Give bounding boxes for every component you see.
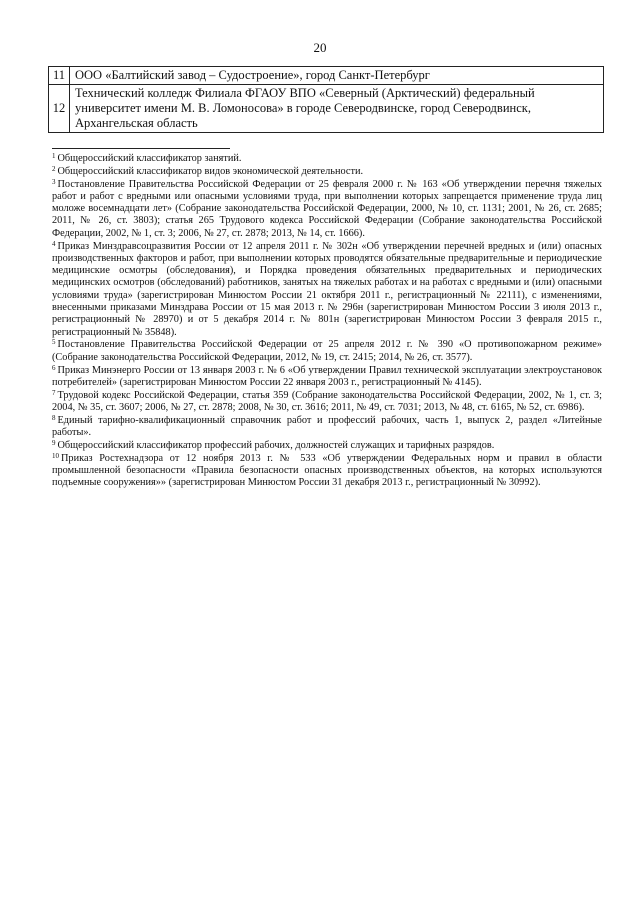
row-organization: Технический колледж Филиала ФГАОУ ВПО «Северный (Арктический) федеральный университет имени М. В. Ломоносова» в городе Северодвинске, город Северодвинск, Архангельская область <box>70 85 604 133</box>
footnote-text: Постановление Правительства Российской Федерации от 25 февраля 2000 г. № 163 «Об утверждении перечня тяжелых работ и работ с вредными или опасными условиями труда, при выполнении которых запрещается применение труда лиц моложе восемнадцати лет» (Собрание законодательства Российской Федерации, 2000, № 10, ст. 1131; 2001, № 26, ст. 2685; 2011, № 26, ст. 3803); статья 265 Трудового кодекса Российской Федерации (Собрание законодательства Российской Федерации, 2002, № 1, ст. 3; 2006, № 27, ст. 2878; 2013, № 14, ст. 1666). <box>52 178 602 239</box>
footnote-text: Трудовой кодекс Российской Федерации, статья 359 (Собрание законодательства Российской Федерации, 2002, № 1, ст. 3; 2004, № 35, ст. 3607; 2006, № 27, ст. 2878; 2008, № 30, ст. 3616; 2011, № 49, ст. 7031; 2013, № 48, ст. 6165, № 52, ст. 6986). <box>52 389 602 413</box>
footnote <box>52 166 602 178</box>
footnote <box>52 241 602 339</box>
row-organization: ООО «Балтийский завод – Судостроение», город Санкт-Петербург <box>70 67 604 85</box>
footnote-mark: 7 <box>52 388 56 397</box>
footnote-mark: 10 <box>52 451 59 460</box>
row-number: 12 <box>49 85 70 133</box>
footnote-text: Общероссийский классификатор занятий. <box>57 153 242 164</box>
footnote <box>52 365 602 390</box>
footnote-text: Общероссийский классификатор видов экономической деятельности. <box>57 165 364 177</box>
row-number: 11 <box>49 67 70 85</box>
footnote-mark: 9 <box>52 438 56 447</box>
footnote <box>52 415 602 440</box>
footnote-text: Приказ Минздравсоцразвития России от 12 апреля 2011 г. № 302н «Об утверждении перечней вредных и (или) опасных производственных факторов и работ, при выполнении которых проводятся обязательные предварительные и периодические медицинские осмотры (обследования), и Порядка проведения обязательных предварительных и периодических медицинских осмотров (обследований) работников, занятых на тяжелых работах и на работах с вредными и (или) опасными условиями труда» (зарегистрирован Минюстом России 21 октября 2011 г., регистрационный № 22111), с изменениями, внесенными приказами Минздрава России от 15 мая 2013 г. № 296н (зарегистрирован Минюстом России 3 июля 2013 г., регистрационный № 28970) и от 5 декабря 2014 г. № 801н (зарегистрирован Минюстом России 3 февраля 2015 г., регистрационный № 35848). <box>52 240 602 338</box>
footnote-mark: 2 <box>52 164 56 173</box>
footnote-mark: 3 <box>52 177 56 186</box>
organizations-table <box>48 66 604 133</box>
footnote <box>52 440 602 452</box>
footnote-separator <box>52 148 230 149</box>
footnote <box>52 453 602 490</box>
footnote <box>52 153 602 165</box>
footnote-text: Приказ Ростехнадзора от 12 ноября 2013 г. № 533 «Об утверждении Федеральных норм и правил в области промышленной безопасности «Правила безопасности опасных производственных объектов, на которых используются подъемные сооружения»» (зарегистрирован Минюстом России 31 декабря 2013 г., регистрационный № 30992). <box>52 452 602 489</box>
footnote-text: Общероссийский классификатор профессий рабочих, должностей служащих и тарифных разрядов. <box>57 439 495 451</box>
footnote-mark: 8 <box>52 413 56 422</box>
footnote-text: Постановление Правительства Российской Федерации от 25 апреля 2012 г. № 390 «О противопожарном режиме» (Собрание законодательства Российской Федерации, 2012, № 19, ст. 2415; 2014, № 26, ст. 3577). <box>52 339 602 363</box>
footnote <box>52 339 602 364</box>
footnote-text: Приказ Минэнерго России от 13 января 2003 г. № 6 «Об утверждении Правил технической эксплуатации электроустановок потребителей» (зарегистрирован Минюстом России 22 января 2003 г., регистрационный № 4145). <box>52 364 602 388</box>
footnote-text: Единый тарифно-квалификационный справочник работ и профессий рабочих, часть 1, выпуск 2, раздел «Литейные работы». <box>52 414 602 439</box>
footnote-mark: 5 <box>52 338 56 347</box>
footnote <box>52 390 602 415</box>
footnote-mark: 6 <box>52 363 56 372</box>
table-row <box>49 67 604 85</box>
footnotes <box>52 153 602 490</box>
footnote-mark: 1 <box>52 152 56 160</box>
footnote-mark: 4 <box>52 239 56 248</box>
table-row <box>49 85 604 133</box>
page-number: 20 <box>313 40 327 55</box>
footnote <box>52 179 602 240</box>
